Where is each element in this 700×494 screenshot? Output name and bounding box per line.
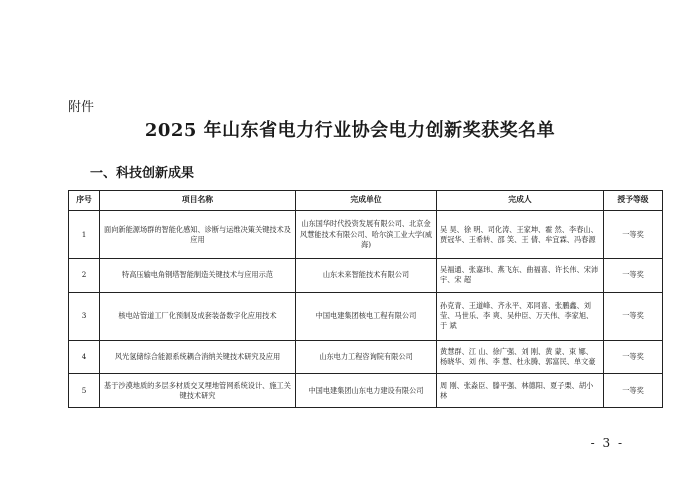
header-number: 序号 [69,191,100,211]
completion-people: 周 刚、张淼臣、滕平强、林德阳、夏子栗、胡小林 [437,374,604,408]
row-number: 5 [69,374,100,408]
award-grade: 一等奖 [604,259,663,293]
table-row [69,340,663,374]
page-number: - 3 - [590,436,624,450]
award-grade: 一等奖 [604,374,663,408]
completion-people: 吴 昊、徐 明、司化涛、王家坤、霍 然、李春山、贾冠华、王希转、邵 笑、王 倩、牟宜霖、冯春源 [437,211,604,259]
project-name: 风光氢储综合能源系统耦合消纳关键技术研究及应用 [100,340,296,374]
project-name: 面向新能源场群的智能化感知、诊断与运维决策关键技术及应用 [100,211,296,259]
table-row [69,374,663,408]
completion-people: 黄慧群、江 山、徐广强、刘 刚、黄 蒙、束 娜、杨晓华、刘 伟、李 慧、杜永腾、郭富民、单文豪 [437,340,604,374]
completion-people: 孙克青、王道峰、齐永平、邓同喜、张鹏鑫、刘 莹、马世乐、李 爽、吴仲臣、万天伟、李家旭、于 斌 [437,292,604,340]
project-name: 特高压输电角钢塔智能制造关键技术与应用示范 [100,259,296,293]
award-grade: 一等奖 [604,211,663,259]
row-number: 3 [69,292,100,340]
row-number: 1 [69,211,100,259]
document-title: 2025 年山东省电力行业协会电力创新奖获奖名单 [144,120,556,141]
table-row [69,292,663,340]
award-grade: 一等奖 [604,340,663,374]
completion-unit: 中国电建集团山东电力建设有限公司 [296,374,437,408]
header-project-name: 项目名称 [100,191,296,211]
header-unit: 完成单位 [296,191,437,211]
completion-unit: 山东国华时代投资发展有限公司、北京金风慧能技术有限公司、哈尔滨工业大学(威海) [296,211,437,259]
table-row [69,211,663,259]
award-grade: 一等奖 [604,292,663,340]
award-table [68,190,663,408]
completion-unit: 中国电建集团核电工程有限公司 [296,292,437,340]
project-name: 基于沙漠地质的多层多材质交叉埋地管网系统设计、施工关键技术研究 [100,374,296,408]
row-number: 2 [69,259,100,293]
completion-unit: 山东未来智能技术有限公司 [296,259,437,293]
table-header-row [69,191,663,211]
completion-unit: 山东电力工程咨询院有限公司 [296,340,437,374]
table-row [69,259,663,293]
header-people: 完成人 [437,191,604,211]
section-heading: 一、科技创新成果 [90,166,195,181]
completion-people: 吴福通、张嘉玮、燕飞东、曲福喜、许长伟、宋沛宇、宋 超 [437,259,604,293]
project-name: 核电站管道工厂化预制及成套装备数字化应用技术 [100,292,296,340]
header-grade: 授予等级 [604,191,663,211]
attachment-label: 附件 [68,100,95,115]
row-number: 4 [69,340,100,374]
